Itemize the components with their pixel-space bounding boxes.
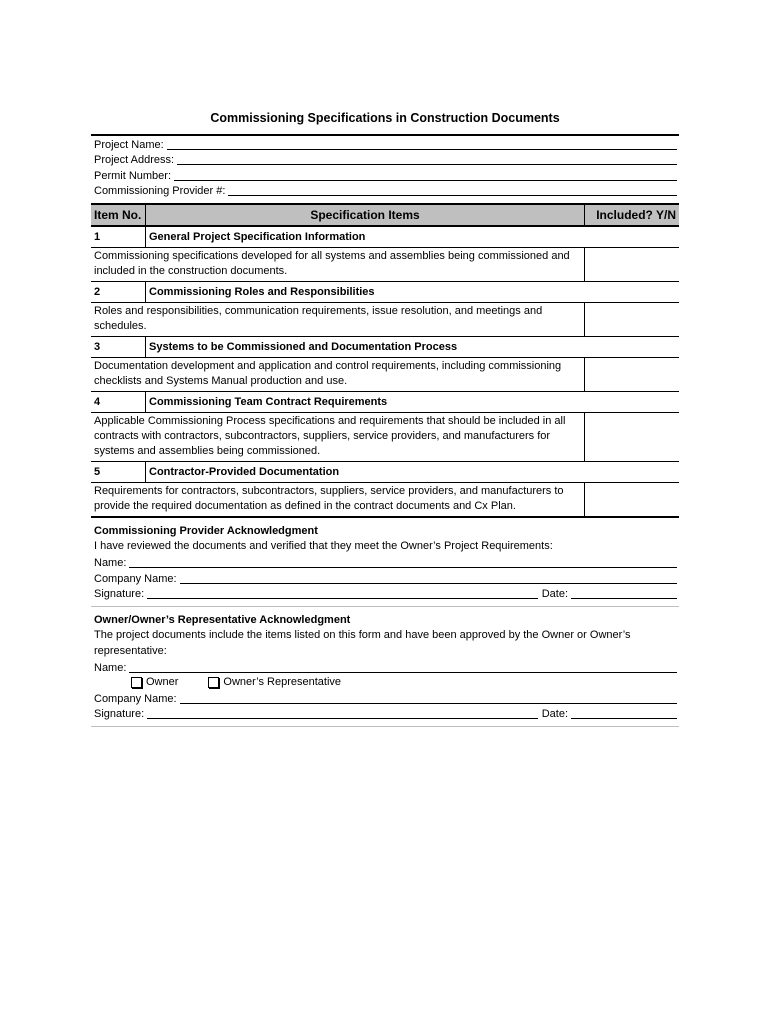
commissioning-provider-line[interactable] xyxy=(228,195,677,196)
owner-date-line[interactable] xyxy=(571,718,677,719)
item-title: Commissioning Team Contract Requirements xyxy=(146,392,680,413)
item-title: Systems to be Commissioned and Documentation Process xyxy=(146,337,680,358)
provider-name-line[interactable] xyxy=(129,567,677,568)
included-yn-cell[interactable] xyxy=(585,303,680,337)
provider-signature-line[interactable] xyxy=(147,598,538,599)
item-number: 4 xyxy=(91,392,146,413)
permit-number-field[interactable] xyxy=(91,167,679,183)
owner-name-field[interactable] xyxy=(91,659,679,675)
project-name-line[interactable] xyxy=(167,149,677,150)
provider-company-line[interactable] xyxy=(180,583,677,584)
section-divider xyxy=(91,726,679,727)
permit-number-label: Permit Number: xyxy=(94,169,172,182)
provider-company-label: Company Name: xyxy=(94,572,177,585)
table-row xyxy=(91,413,679,462)
table-header-row xyxy=(91,204,679,226)
project-name-label: Project Name: xyxy=(94,138,164,151)
owner-date-label: Date: xyxy=(541,708,568,720)
owner-company-field[interactable] xyxy=(91,690,679,706)
table-row xyxy=(91,483,679,518)
project-address-field[interactable] xyxy=(91,152,679,168)
table-row xyxy=(91,226,679,248)
item-number: 5 xyxy=(91,462,146,483)
owner-acknowledgment xyxy=(91,613,679,721)
owner-ack-text: The project documents include the items listed on this form and have been approved by the Owner or Owner’s representative: xyxy=(94,629,631,657)
included-yn-cell[interactable] xyxy=(585,358,680,392)
owner-signature-line[interactable] xyxy=(147,718,538,719)
header-included: Included? Y/N xyxy=(585,204,680,226)
owner-name-label: Name: xyxy=(94,661,127,674)
item-title: Commissioning Roles and Responsibilities xyxy=(146,282,680,303)
document-title: Commissioning Specifications in Construction Documents xyxy=(210,111,560,125)
provider-date-line[interactable] xyxy=(571,598,677,599)
provider-company-field[interactable] xyxy=(91,570,679,586)
table-row xyxy=(91,392,679,413)
owner-checkbox-option[interactable] xyxy=(131,676,178,688)
item-description: Applicable Commissioning Process specifications and requirements that should be included in all contracts with contractors, subcontractors, suppliers, service providers, and manufacturers for systems and assemblies being commissioned. xyxy=(91,413,585,462)
owner-signature-label: Signature: xyxy=(94,708,145,720)
owner-checkbox[interactable] xyxy=(131,677,142,688)
item-number: 1 xyxy=(91,226,146,248)
owner-role-options xyxy=(91,675,679,691)
table-row xyxy=(91,248,679,282)
project-name-field[interactable] xyxy=(91,136,679,152)
provider-ack-text: I have reviewed the documents and verified that they meet the Owner’s Project Requirements: xyxy=(94,540,553,552)
provider-ack-heading: Commissioning Provider Acknowledgment xyxy=(94,525,318,537)
document-page xyxy=(91,108,679,727)
table-row xyxy=(91,337,679,358)
included-yn-cell[interactable] xyxy=(585,483,680,518)
included-yn-cell[interactable] xyxy=(585,413,680,462)
item-title: General Project Specification Information xyxy=(146,226,680,248)
owner-rep-checkbox-option[interactable] xyxy=(208,676,341,688)
item-number: 2 xyxy=(91,282,146,303)
owner-signature-field[interactable] xyxy=(91,706,679,722)
provider-signature-label: Signature: xyxy=(94,588,145,600)
permit-number-line[interactable] xyxy=(174,180,677,181)
project-address-line[interactable] xyxy=(177,164,677,165)
header-item-no: Item No. xyxy=(91,204,146,226)
item-description: Documentation development and application and control requirements, including commissioning checklists and Systems Manual production and use. xyxy=(91,358,585,392)
table-row xyxy=(91,462,679,483)
owner-checkbox-label: Owner xyxy=(146,676,179,689)
table-row xyxy=(91,358,679,392)
item-title: Contractor-Provided Documentation xyxy=(146,462,680,483)
provider-name-label: Name: xyxy=(94,557,127,569)
provider-name-field[interactable] xyxy=(91,555,679,571)
table-row xyxy=(91,282,679,303)
specification-table xyxy=(91,203,679,518)
provider-acknowledgment xyxy=(91,524,679,601)
provider-signature-field[interactable] xyxy=(91,586,679,602)
owner-rep-checkbox-label: Owner’s Representative xyxy=(223,676,342,689)
header-spec-items: Specification Items xyxy=(146,204,585,226)
owner-ack-heading: Owner/Owner’s Representative Acknowledgment xyxy=(94,614,351,626)
item-description: Requirements for contractors, subcontractors, suppliers, service providers, and manufacturers to provide the required documentation as defined in the contract documents and Cx Plan. xyxy=(91,483,585,518)
owner-name-line[interactable] xyxy=(129,672,677,673)
project-address-label: Project Address: xyxy=(94,154,175,166)
project-info-section xyxy=(91,134,679,198)
included-yn-cell[interactable] xyxy=(585,248,680,282)
item-description: Commissioning specifications developed for all systems and assemblies being commissioned and included in the construction documents. xyxy=(91,248,585,282)
owner-rep-checkbox[interactable] xyxy=(208,677,219,688)
owner-company-label: Company Name: xyxy=(94,692,177,705)
provider-date-label: Date: xyxy=(541,588,568,600)
table-row xyxy=(91,303,679,337)
commissioning-provider-field[interactable] xyxy=(91,183,679,199)
owner-company-line[interactable] xyxy=(180,703,677,704)
commissioning-provider-label: Commissioning Provider #: xyxy=(94,185,226,197)
item-number: 3 xyxy=(91,337,146,358)
item-description: Roles and responsibilities, communication requirements, issue resolution, and meetings and schedules. xyxy=(91,303,585,337)
section-divider xyxy=(91,606,679,607)
